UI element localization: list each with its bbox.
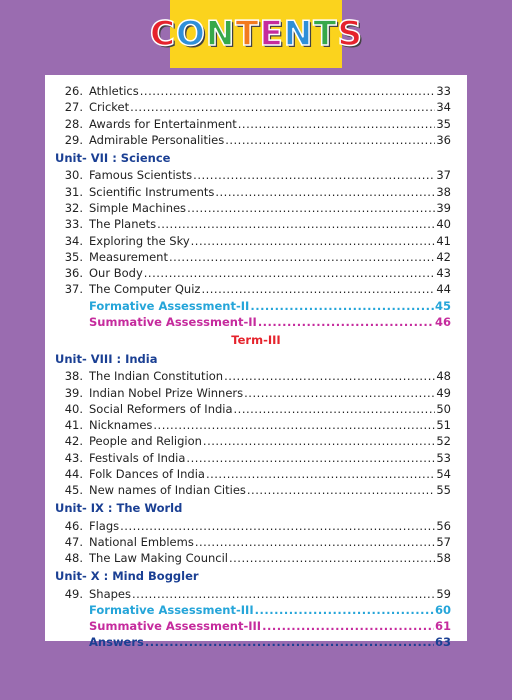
toc-entry[interactable] <box>45 232 467 248</box>
entry-page-number: 37 <box>436 168 451 183</box>
entry-body <box>89 168 467 182</box>
toc-entry[interactable] <box>45 83 467 99</box>
dot-leader <box>144 266 436 280</box>
entry-title: Nicknames <box>89 418 153 433</box>
entry-title: Simple Machines <box>89 200 187 215</box>
title-letter: N <box>205 14 235 54</box>
entry-title: Cricket <box>89 100 130 115</box>
dot-leader <box>186 451 435 465</box>
entry-page-number: 41 <box>436 233 451 248</box>
entry-number: 46. <box>64 518 83 533</box>
dot-leader <box>250 299 434 313</box>
contents-header <box>150 0 362 68</box>
entry-page-number: 63 <box>434 635 451 650</box>
toc-entry[interactable] <box>45 550 467 566</box>
contents-panel <box>45 75 467 650</box>
entry-number: 38. <box>64 369 83 384</box>
entry-number: 44. <box>64 467 83 482</box>
entry-title: Shapes <box>89 586 132 601</box>
entry-page-number: 57 <box>436 534 451 549</box>
entry-title: Formative Assessment-III <box>89 602 254 617</box>
entry-title: Summative Assessment-III <box>89 619 262 634</box>
entry-title: Folk Dances of India <box>89 467 205 482</box>
entry-page-number: 56 <box>436 518 451 533</box>
dot-leader <box>247 483 435 497</box>
entry-page-number: 38 <box>436 184 451 199</box>
entry-title: Our Body <box>89 266 143 281</box>
entry-title: Famous Scientists <box>89 168 193 183</box>
entry-body <box>89 551 467 565</box>
toc-entry[interactable] <box>45 249 467 265</box>
entry-page-number: 48 <box>436 369 451 384</box>
entry-page-number: 50 <box>436 401 451 416</box>
toc-entry[interactable] <box>45 585 467 601</box>
toc-entry[interactable] <box>45 281 467 297</box>
entry-body <box>89 217 467 231</box>
answers-entry[interactable] <box>45 634 467 650</box>
entry-body <box>89 201 467 215</box>
entry-body <box>89 451 467 465</box>
entry-body <box>89 483 467 497</box>
contents-list <box>45 83 467 651</box>
toc-entry[interactable] <box>45 534 467 550</box>
entry-body <box>89 234 467 248</box>
entry-body <box>89 84 467 98</box>
dot-leader <box>193 168 435 182</box>
title-letter: E <box>259 14 283 54</box>
title-letter: T <box>235 14 259 54</box>
dot-leader <box>215 185 435 199</box>
dot-leader <box>255 603 434 617</box>
toc-entry[interactable] <box>45 99 467 115</box>
entry-title: Formative Assessment-II <box>89 298 250 313</box>
dot-leader <box>238 117 436 131</box>
dot-leader <box>201 282 435 296</box>
entry-page-number: 51 <box>436 418 451 433</box>
entry-title: The Law Making Council <box>89 551 228 566</box>
entry-page-number: 40 <box>436 217 451 232</box>
toc-entry[interactable] <box>45 433 467 449</box>
entry-number: 47. <box>64 534 83 549</box>
entry-number: 33. <box>64 217 83 232</box>
entry-title: Flags <box>89 518 120 533</box>
dot-leader <box>244 386 435 400</box>
toc-entry[interactable] <box>45 167 467 183</box>
entry-title: Social Reformers of India <box>89 401 233 416</box>
title-letter: S <box>337 14 362 54</box>
entry-body <box>89 299 467 313</box>
entry-title: Indian Nobel Prize Winners <box>89 385 244 400</box>
dot-leader <box>169 250 435 264</box>
entry-number: 35. <box>64 249 83 264</box>
entry-number: 28. <box>64 116 83 131</box>
toc-entry[interactable] <box>45 401 467 417</box>
entry-number: 31. <box>64 184 83 199</box>
dot-leader <box>140 84 436 98</box>
entry-number: 26. <box>64 84 83 99</box>
entry-title: The Computer Quiz <box>89 282 201 297</box>
entry-number: 32. <box>64 200 83 215</box>
dot-leader <box>191 234 436 248</box>
dot-leader <box>132 587 435 601</box>
unit-heading: Unit- VIII : India <box>55 351 158 366</box>
dot-leader <box>206 467 435 481</box>
entry-page-number: 60 <box>434 602 451 617</box>
entry-title: Scientific Instruments <box>89 184 215 199</box>
entry-page-number: 61 <box>434 619 451 634</box>
entry-number: 45. <box>64 483 83 498</box>
title-letter: O <box>175 14 205 54</box>
dot-leader <box>145 635 434 649</box>
formative-entry[interactable] <box>45 298 467 314</box>
entry-page-number: 59 <box>436 586 451 601</box>
entry-page-number: 43 <box>436 266 451 281</box>
title-letter: T <box>313 14 337 54</box>
entry-body <box>89 133 467 147</box>
entry-page-number: 35 <box>436 116 451 131</box>
entry-page-number: 52 <box>436 434 451 449</box>
entry-page-number: 49 <box>436 385 451 400</box>
entry-body <box>89 467 467 481</box>
entry-number: 43. <box>64 450 83 465</box>
toc-entry[interactable] <box>45 482 467 498</box>
toc-entry[interactable] <box>45 200 467 216</box>
dot-leader <box>187 201 435 215</box>
dot-leader <box>262 619 434 633</box>
entry-number: 27. <box>64 100 83 115</box>
entry-page-number: 42 <box>436 249 451 264</box>
entry-title: New names of Indian Cities <box>89 483 246 498</box>
entry-body <box>89 603 467 617</box>
summative-entry[interactable] <box>45 314 467 330</box>
toc-entry[interactable] <box>45 116 467 132</box>
toc-entry[interactable] <box>45 183 467 199</box>
summative-entry[interactable] <box>45 618 467 634</box>
entry-body <box>89 117 467 131</box>
title-letter: C <box>150 14 175 54</box>
dot-leader <box>229 551 435 565</box>
entry-number: 39. <box>64 385 83 400</box>
dot-leader <box>203 434 435 448</box>
term-heading: Term-III <box>231 332 281 347</box>
entry-body <box>89 402 467 416</box>
entry-title: National Emblems <box>89 534 194 549</box>
entry-title: Festivals of India <box>89 450 186 465</box>
entry-body <box>89 587 467 601</box>
toc-entry[interactable] <box>45 265 467 281</box>
entry-number: 34. <box>64 233 83 248</box>
entry-body <box>89 315 467 329</box>
entry-page-number: 34 <box>436 100 451 115</box>
entry-title: Measurement <box>89 249 168 264</box>
toc-entry[interactable] <box>45 417 467 433</box>
entry-page-number: 58 <box>436 551 451 566</box>
entry-title: The Planets <box>89 217 157 232</box>
entry-number: 37. <box>64 282 83 297</box>
entry-number: 36. <box>64 266 83 281</box>
dot-leader <box>120 519 435 533</box>
entry-body <box>89 386 467 400</box>
toc-entry[interactable] <box>45 450 467 466</box>
entry-number: 40. <box>64 401 83 416</box>
entry-title: Summative Assessment-II <box>89 315 257 329</box>
unit-heading: Unit- IX : The World <box>55 501 183 516</box>
entry-page-number: 53 <box>436 450 451 465</box>
toc-entry[interactable] <box>45 368 467 384</box>
dot-leader <box>130 100 435 114</box>
contents-title <box>150 14 362 54</box>
entry-number: 42. <box>64 434 83 449</box>
entry-title: Awards for Entertainment <box>89 116 237 131</box>
toc-entry[interactable] <box>45 466 467 482</box>
entry-title: Exploring the Sky <box>89 233 190 248</box>
entry-body <box>89 369 467 383</box>
entry-body <box>89 535 467 549</box>
entry-body <box>89 519 467 533</box>
entry-body <box>89 100 467 114</box>
entry-page-number: 55 <box>436 483 451 498</box>
entry-page-number: 44 <box>436 282 451 297</box>
entry-body <box>89 266 467 280</box>
entry-title: People and Religion <box>89 434 202 449</box>
entry-title: The Indian Constitution <box>89 369 224 384</box>
entry-body <box>89 619 467 633</box>
entry-number: 48. <box>64 551 83 566</box>
dot-leader <box>225 133 435 147</box>
entry-number: 29. <box>64 133 83 148</box>
entry-page-number: 45 <box>434 298 451 313</box>
toc-entry[interactable] <box>45 518 467 534</box>
toc-entry[interactable] <box>45 216 467 232</box>
entry-page-number: 46 <box>434 315 451 329</box>
unit-heading: Unit- X : Mind Boggler <box>55 568 199 583</box>
dot-leader <box>258 315 434 329</box>
formative-entry[interactable] <box>45 602 467 618</box>
dot-leader <box>157 217 435 231</box>
entry-body <box>89 418 467 432</box>
entry-title: Answers <box>89 635 144 650</box>
dot-leader <box>234 402 436 416</box>
entry-page-number: 54 <box>436 467 451 482</box>
entry-body <box>89 185 467 199</box>
unit-heading: Unit- VII : Science <box>55 150 171 165</box>
entry-body <box>89 250 467 264</box>
dot-leader <box>224 369 435 383</box>
entry-number: 30. <box>64 168 83 183</box>
entry-title: Admirable Personalities <box>89 133 225 148</box>
entry-body <box>89 434 467 448</box>
toc-entry[interactable] <box>45 384 467 400</box>
entry-number: 49. <box>64 586 83 601</box>
entry-page-number: 33 <box>436 84 451 99</box>
entry-body <box>89 635 467 649</box>
entry-number: 41. <box>64 418 83 433</box>
entry-page-number: 39 <box>436 200 451 215</box>
entry-body <box>89 282 467 296</box>
title-letter: N <box>283 14 313 54</box>
entry-page-number: 36 <box>436 133 451 148</box>
dot-leader <box>195 535 436 549</box>
dot-leader <box>153 418 435 432</box>
toc-entry[interactable] <box>45 132 467 148</box>
entry-title: Athletics <box>89 84 139 99</box>
